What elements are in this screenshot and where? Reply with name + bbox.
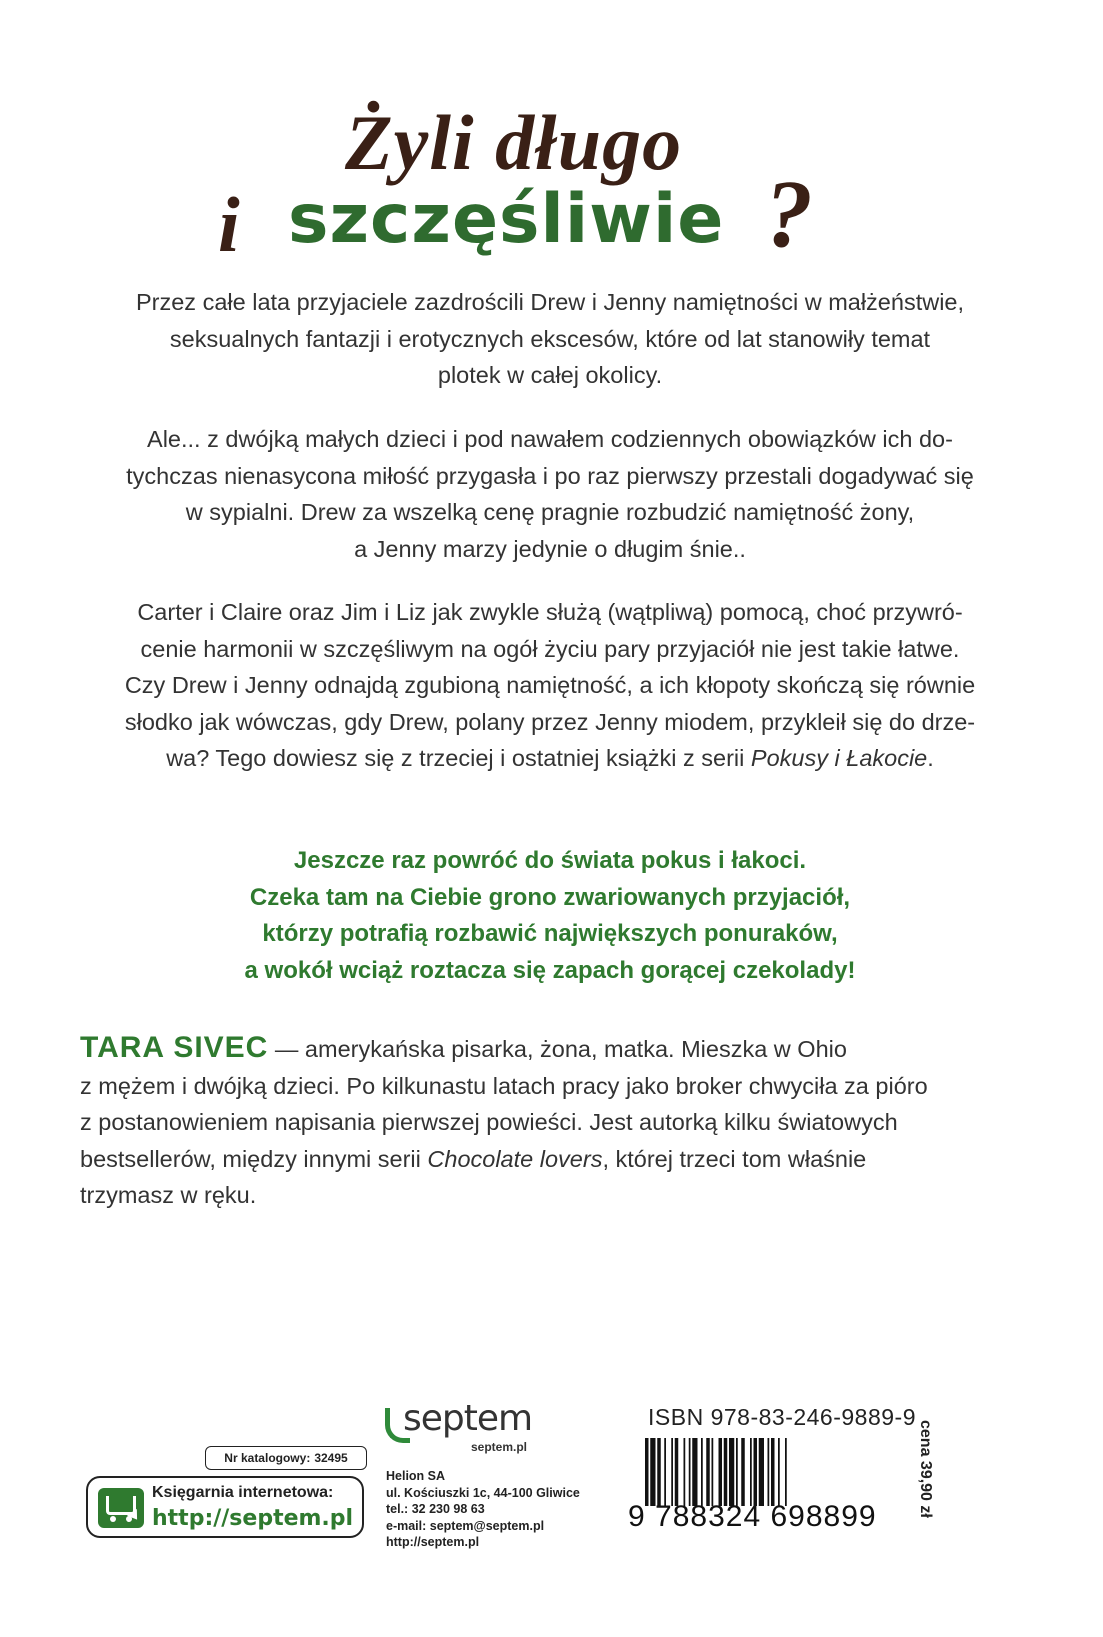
barcode-bar (778, 1438, 780, 1506)
title-line-2-word: szczęśliwie (288, 180, 725, 259)
barcode-bar (689, 1438, 691, 1506)
book-title (0, 88, 1103, 268)
barcode-bar (671, 1438, 673, 1506)
highlight-blurb: Jeszcze raz powróć do świata pokus i łakoci. Czeka tam na Ciebie grono zwariowanych przyjaciół, którzy potrafią rozbawić największych ponuraków, a wokół wciąż roztacza się zapach gorącej czekolady! (244, 847, 856, 984)
series-title-en: Chocolate lovers (427, 1145, 603, 1172)
barcode-bar (768, 1438, 770, 1506)
barcode-bar (759, 1438, 764, 1506)
barcode-bar (754, 1438, 758, 1506)
barcode-bar (657, 1438, 661, 1506)
title-line-2-prefix: i (218, 181, 240, 268)
barcode-bar (650, 1438, 655, 1506)
barcode-bar (645, 1438, 649, 1506)
description-paragraph-2: Ale... z dwójką małych dzieci i pod nawałem codziennych obowiązków ich do- tychczas nienasycona miłość przygasła i po raz pierwszy przestali dogadywać się w sypialni. Drew za wszelką cenę pragnie rozbudzić namiętność żony, a Jenny marzy jedynie o długim śnie.. (126, 426, 974, 562)
barcode-bar (706, 1438, 710, 1506)
title-question-mark: ? (765, 160, 813, 267)
barcode (645, 1438, 895, 1506)
description-paragraph-3: Carter i Claire oraz Jim i Liz jak zwykle służą (wątpliwą) pomocą, choć przywró- cenie harmonii w szczęśliwym na ogół życiu pary przyjaciół nie jest takie łatwe. Czy Drew i Jenny odnajdą zgubioną namiętność, a ich kłopoty skończą się równie słodko jak wówczas, gdy Drew, polany przez Jenny miodem, przykleił się do drze- wa? Tego dowiesz się z trzeciej i ostatniej książki z serii Pokusy i Łakocie. (80, 594, 1020, 777)
barcode-bar (675, 1438, 679, 1506)
author-name: TARA SIVEC (80, 1031, 269, 1064)
barcode-bar (712, 1438, 714, 1506)
shop-url-link[interactable]: http://septem.pl (152, 1506, 354, 1531)
last-line: wa? Tego dowiesz się z trzeciej i ostatniej książki z serii Pokusy i Łakocie. (166, 745, 934, 771)
author-bio: TARA SIVEC — amerykańska pisarka, żona, matka. Mieszka w Ohio z mężem i dwójką dzieci. Po kilkunastu latach pracy jako broker chwyciła za pióro z postanowieniem napisania pierwszej powieści. Jest autorką kilku światowych bestsellerów, między innymi serii Chocolate lovers, której trzeci tom właśnie trzymasz w ręku. (80, 1031, 928, 1208)
publisher-info: Helion SA ul. Kościuszki 1c, 44-100 Gliwice tel.: 32 230 98 63 e-mail: septem@septem.pl http://septem.pl (386, 1469, 580, 1549)
barcode-bar (664, 1438, 666, 1506)
barcode-bar (684, 1438, 686, 1506)
barcode-bar (741, 1438, 745, 1506)
barcode-bar (692, 1438, 697, 1506)
description-paragraph-1: Przez całe lata przyjaciele zazdrościli Drew i Jenny namiętności w małżeństwie, seksualnych fantazji i erotycznych ekscesów, które od lat stanowiły temat plotek w całej okolicy. (135, 289, 965, 388)
barcode-digits: 9 788324 698899 (628, 1500, 877, 1533)
barcode-bar (719, 1438, 723, 1506)
shopping-cart-icon (98, 1488, 144, 1528)
catalog-number-badge: Nr katalogowy: 32495 (205, 1446, 367, 1470)
shop-label: Księgarnia internetowa: (152, 1484, 334, 1501)
title-line-1: Żyli długo (345, 99, 683, 186)
barcode-bar (771, 1438, 775, 1506)
barcode-bar (729, 1438, 734, 1506)
series-title: Pokusy i Łakocie (750, 745, 928, 771)
isbn-label: ISBN 978-83-246-9889-9 (648, 1404, 916, 1430)
barcode-bar (724, 1438, 728, 1506)
septem-logo: septem septem.pl (385, 1402, 555, 1452)
barcode-bar (701, 1438, 703, 1506)
price-label: cena 39,90 zł (917, 1420, 934, 1518)
barcode-bar (736, 1438, 738, 1506)
barcode-bar (750, 1438, 752, 1506)
barcode-bar (785, 1438, 787, 1506)
online-shop-box[interactable] (86, 1476, 364, 1538)
